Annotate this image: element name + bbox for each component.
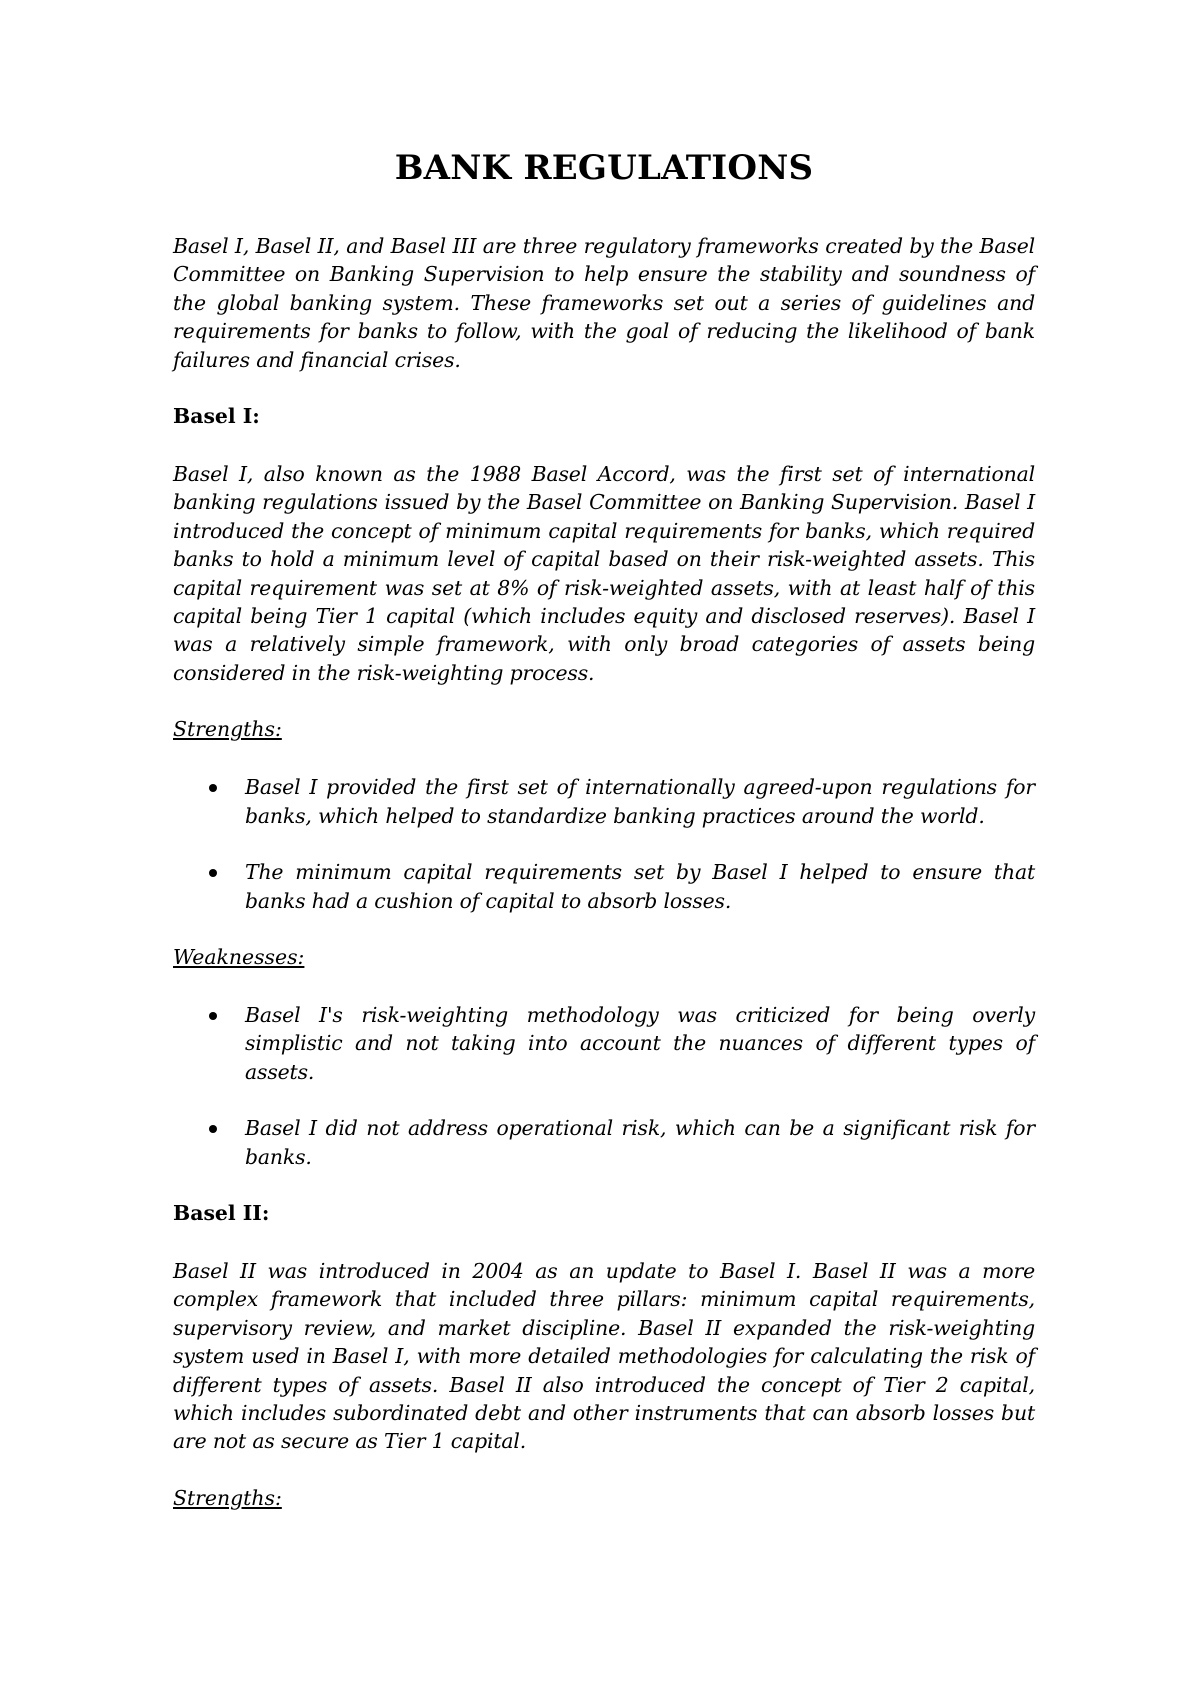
list-item-text: Basel I's risk-weighting methodology was criticized for being overly simplistic and not taking into account the nuances of different types of assets. <box>245 1002 1035 1084</box>
section-body-basel-2: Basel II was introduced in 2004 as an update to Basel I. Basel II was a more complex framework that included three pillars: minimum capital requirements, supervisory review, and market discipline. Basel II expanded the risk-weighting system used in Basel I, with more detailed methodologies for calculating the risk of different types of assets. Basel II also introduced the concept of Tier 2 capital, which includes subordinated debt and other instruments that can absorb losses but are not as secure as Tier 1 capital. <box>173 1258 1035 1454</box>
list-item <box>173 1114 1035 1171</box>
section-heading-basel-2: Basel II: <box>173 1200 270 1225</box>
bullet-icon <box>209 1125 217 1133</box>
strengths-heading-basel-1: Strengths: <box>173 717 282 742</box>
bullet-icon <box>209 1012 217 1020</box>
strengths-list-basel-1 <box>173 773 1035 915</box>
intro-paragraph: Basel I, Basel II, and Basel III are three regulatory frameworks created by the Basel Committee on Banking Supervision to help ensure the stability and soundness of the global banking system. These frameworks set out a series of guidelines and requirements for banks to follow, with the goal of reducing the likelihood of bank failures and financial crises. <box>173 234 1035 372</box>
document-content <box>173 146 1035 1542</box>
list-item-text: Basel I provided the first set of internationally agreed-upon regulations for banks, which helped to standardize banking practices around the world. <box>245 775 1035 828</box>
bullet-icon <box>209 869 217 877</box>
list-item <box>173 773 1035 830</box>
list-item-text: Basel I did not address operational risk, which can be a significant risk for banks. <box>245 1116 1035 1169</box>
list-item <box>173 858 1035 915</box>
section-body-basel-1: Basel I, also known as the 1988 Basel Accord, was the first set of international banking regulations issued by the Basel Committee on Banking Supervision. Basel I introduced the concept of minimum capital requirements for banks, which required banks to hold a minimum level of capital based on their risk-weighted assets. This capital requirement was set at 8% of risk-weighted assets, with at least half of this capital being Tier 1 capital (which includes equity and disclosed reserves). Basel I was a relatively simple framework, with only broad categories of assets being considered in the risk-weighting process. <box>173 462 1035 685</box>
weaknesses-heading-basel-1: Weaknesses: <box>173 944 305 969</box>
strengths-heading-basel-2: Strengths: <box>173 1485 282 1510</box>
bullet-icon <box>209 784 217 792</box>
document-title: BANK REGULATIONS <box>394 148 814 188</box>
list-item <box>173 1001 1035 1086</box>
list-item-text: The minimum capital requirements set by Basel I helped to ensure that banks had a cushion of capital to absorb losses. <box>245 860 1035 913</box>
weaknesses-list-basel-1 <box>173 1001 1035 1171</box>
section-heading-basel-1: Basel I: <box>173 404 260 429</box>
